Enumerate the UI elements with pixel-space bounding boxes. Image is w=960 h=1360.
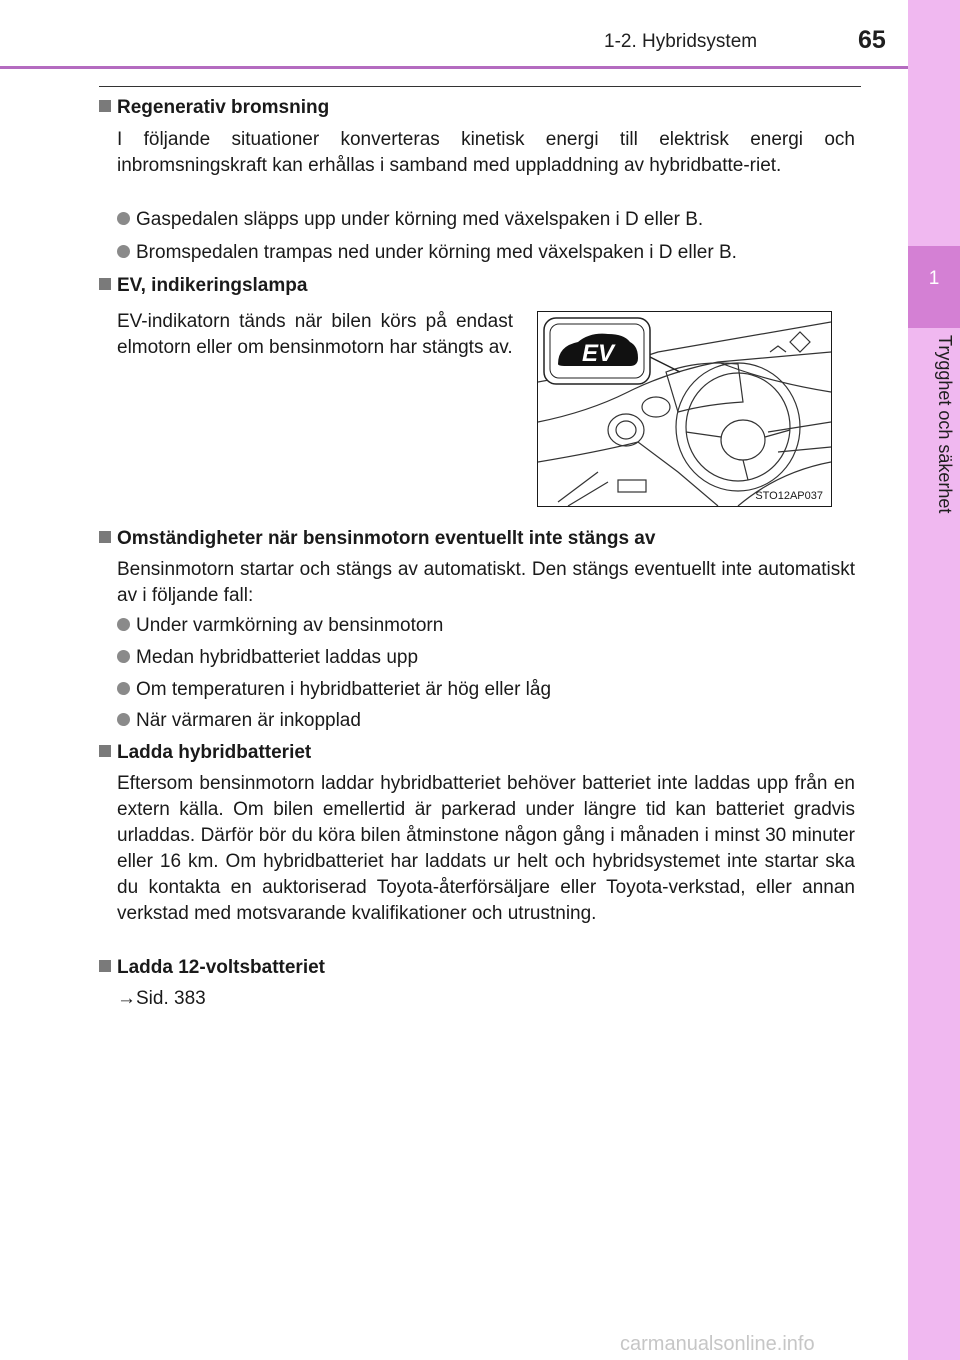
page-reference-text: Sid. 383	[136, 988, 206, 1009]
chapter-side-tab	[908, 0, 960, 1360]
heading-regen: Regenerativ bromsning	[99, 95, 329, 121]
page-header	[0, 0, 960, 70]
section-title: 1-2. Hybridsystem	[604, 31, 758, 52]
watermark: carmanualsonline.info	[620, 1333, 815, 1355]
square-bullet-icon	[99, 745, 111, 757]
chapter-number: 1	[928, 268, 940, 289]
bullet-dot-icon	[117, 245, 130, 258]
page-reference[interactable]	[117, 986, 206, 1012]
list-item: När värmaren är inkopplad	[117, 708, 361, 734]
bullet-dot-icon	[117, 682, 130, 695]
dashboard-drawing	[538, 312, 831, 506]
list-item: Om temperaturen i hybridbatteriet är hög eller låg	[117, 677, 551, 703]
list-item: Gaspedalen släpps upp under körning med växelspaken i D eller B.	[117, 207, 703, 233]
bullet-dot-icon	[117, 618, 130, 631]
ev-badge-label: EV	[581, 340, 615, 367]
charge-hybrid-body: Eftersom bensinmotorn laddar hybridbatteriet behöver batteriet inte laddas upp från en extern källa. Om bilen emellertid är parkerad under längre tid kan batteriet gradvis urladdas. Därför bör du köra bilen åtminstone någon gång i månaden i minst 30 minuter eller 16 km. Om hybridbatteriet har laddats ur helt och hybridsystemet inte startar ska du kontakta en auktoriserad Toyota-återförsäljare eller Toyota-verkstad, eller annan verkstad med motsvarande kvalifikationer och utrustning.	[117, 773, 855, 924]
bullet-dot-icon	[117, 650, 130, 663]
header-divider	[0, 66, 908, 69]
heading-ev: EV, indikeringslampa	[99, 273, 307, 299]
bullet-dot-icon	[117, 713, 130, 726]
ev-indicator-illustration	[537, 311, 832, 507]
ev-body: EV-indikatorn tänds när bilen körs på endast elmotorn eller om bensinmotorn har stängts av.	[117, 311, 513, 358]
regen-body: I följande situationer konverteras kinetisk energi till elektrisk energi och inbromsningskraft kan erhållas i samband med uppladdning av hybridbatte-riet.	[117, 129, 855, 176]
bullet-dot-icon	[117, 212, 130, 225]
square-bullet-icon	[99, 531, 111, 543]
list-item: Bromspedalen trampas ned under körning med växelspaken i D eller B.	[117, 240, 737, 266]
figure-code: STO12AP037	[755, 490, 823, 502]
engine-stop-body: Bensinmotorn startar och stängs av automatiskt. Den stängs eventuellt inte automatiskt av i följande fall:	[117, 559, 855, 606]
square-bullet-icon	[99, 278, 111, 290]
content-divider	[99, 86, 861, 87]
chapter-title: Trygghet och säkerhet	[935, 335, 955, 514]
heading-engine-stop: Omständigheter när bensinmotorn eventuellt inte stängs av	[99, 526, 655, 552]
square-bullet-icon	[99, 960, 111, 972]
heading-charge-hybrid: Ladda hybridbatteriet	[99, 740, 311, 766]
list-item: Under varmkörning av bensinmotorn	[117, 613, 443, 639]
arrow-right-icon: →	[117, 988, 136, 1009]
heading-charge-12v: Ladda 12-voltsbatteriet	[99, 955, 325, 981]
page-number: 65	[858, 26, 886, 54]
list-item: Medan hybridbatteriet laddas upp	[117, 645, 418, 671]
square-bullet-icon	[99, 100, 111, 112]
